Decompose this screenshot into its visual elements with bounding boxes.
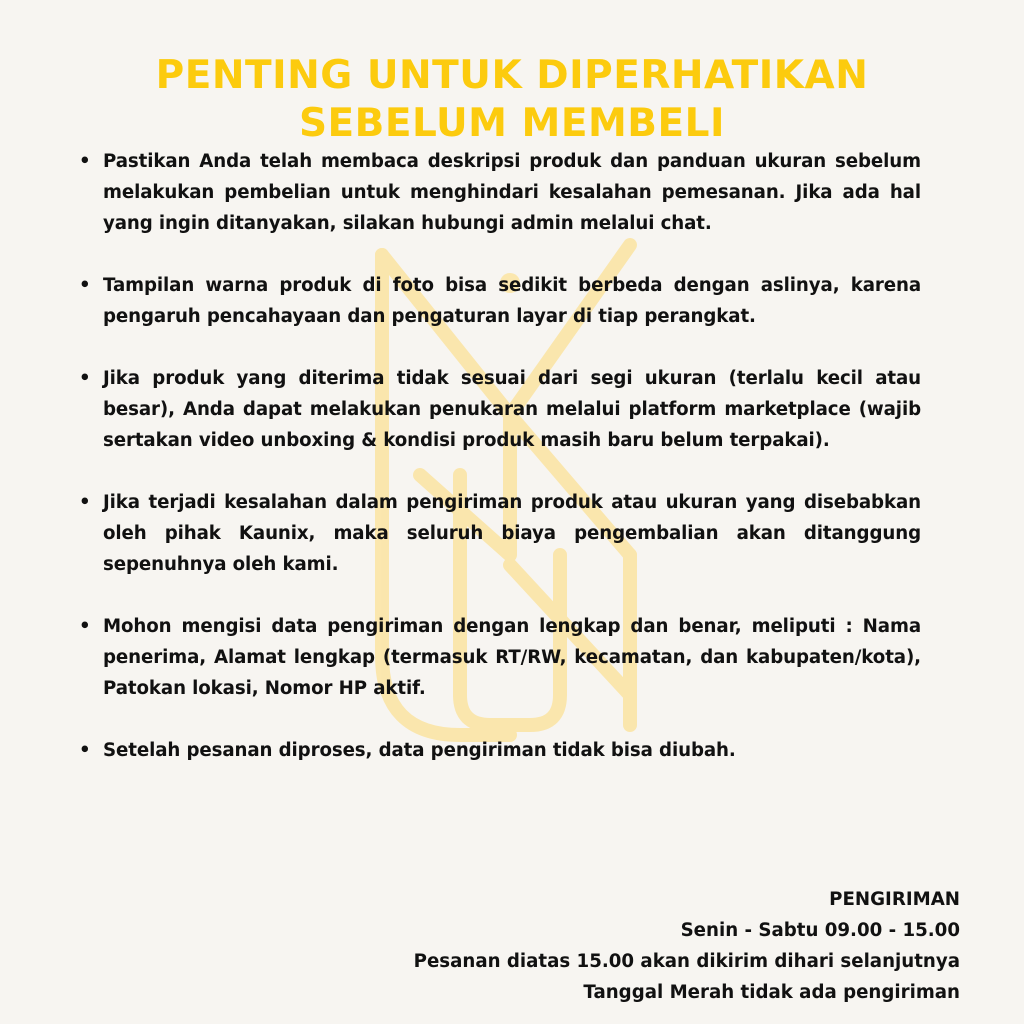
bullet-icon: • — [79, 616, 91, 637]
rule-item — [79, 735, 921, 766]
bullet-icon: • — [79, 368, 91, 389]
rule-text: Jika terjadi kesalahan dalam pengiriman produk atau ukuran yang disebabkan oleh pihak Kaunix, maka seluruh biaya pengembalian akan ditanggung sepenuhnya oleh kami. — [103, 492, 921, 575]
bullet-icon: • — [79, 151, 91, 172]
bullet-icon: • — [79, 275, 91, 296]
title-line-2: SEBELUM MEMBELI — [298, 101, 726, 146]
rule-text: Mohon mengisi data pengiriman dengan lengkap dan benar, meliputi : Nama penerima, Alamat lengkap (termasuk RT/RW, kecamatan, dan kabupaten/kota), Patokan lokasi, Nomor HP aktif. — [103, 616, 921, 699]
shipping-heading: PENGIRIMAN — [829, 889, 960, 910]
shipping-cutoff-note: Pesanan diatas 15.00 akan dikirim dihari selanjutnya — [413, 951, 960, 972]
bullet-icon: • — [79, 492, 91, 513]
title-line-1: PENTING UNTUK DIPERHATIKAN — [155, 53, 869, 98]
rule-text: Tampilan warna produk di foto bisa sedikit berbeda dengan aslinya, karena pengaruh pencahayaan dan pengaturan layar di tiap perangkat. — [103, 275, 921, 327]
rule-item — [79, 270, 921, 332]
rule-text: Jika produk yang diterima tidak sesuai dari segi ukuran (terlalu kecil atau besar), Anda dapat melakukan penukaran melalui platform marketplace (wajib sertakan video unboxing & kondisi produk masih baru belum terpakai). — [103, 368, 921, 451]
shipping-holiday-note: Tanggal Merah tidak ada pengiriman — [583, 982, 960, 1003]
rule-text: Setelah pesanan diproses, data pengiriman tidak bisa diubah. — [103, 740, 736, 761]
bullet-icon: • — [79, 740, 91, 761]
rule-item — [79, 487, 921, 580]
page-title — [0, 52, 1024, 148]
rule-text: Pastikan Anda telah membaca deskripsi produk dan panduan ukuran sebelum melakukan pembelian untuk menghindari kesalahan pemesanan. Jika ada hal yang ingin ditanyakan, silakan hubungi admin melalui chat. — [103, 151, 921, 234]
shipping-schedule: Senin - Sabtu 09.00 - 15.00 — [680, 920, 960, 941]
rules-list — [79, 146, 921, 766]
rule-item — [79, 611, 921, 704]
shipping-info — [414, 884, 960, 1008]
rule-item — [79, 363, 921, 456]
rule-item — [79, 146, 921, 239]
